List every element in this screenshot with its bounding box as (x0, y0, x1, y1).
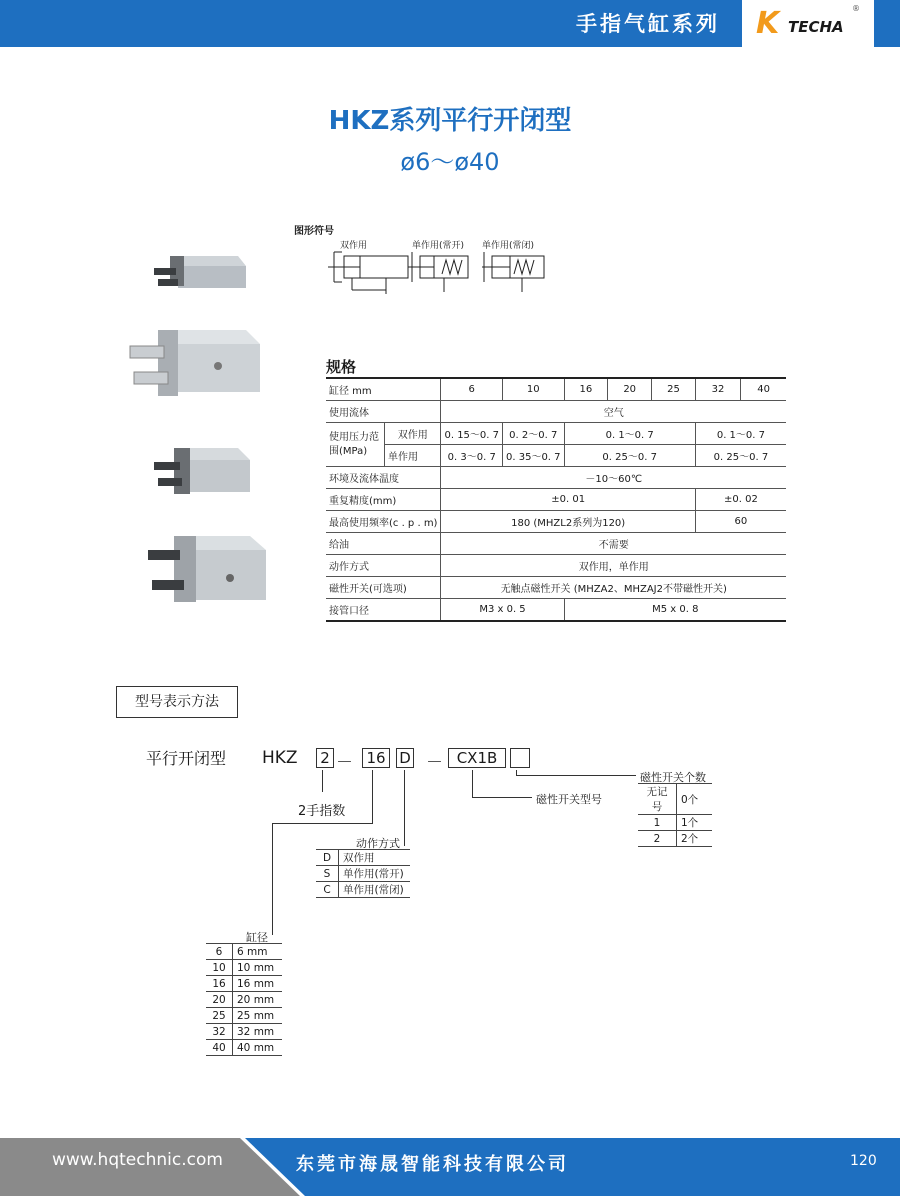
connector-line (472, 770, 473, 798)
model-type-label: 平行开闭型 (146, 749, 227, 768)
series-title: 手指气缸系列 (576, 12, 720, 36)
pneumatic-symbols-diagram (322, 248, 552, 298)
spec-row-lube (326, 533, 786, 555)
pressure-value: 0. 2～0. 7 (503, 423, 565, 445)
spec-heading: 规格 (326, 358, 357, 376)
pressure-value: 0. 25～0. 7 (695, 445, 786, 467)
bore-value: 16 (564, 378, 608, 401)
page-title: HKZ系列平行开闭型 (328, 106, 572, 136)
connector-line (404, 770, 405, 846)
spec-row-switch (326, 577, 786, 599)
footer-url[interactable]: www.hqtechnic.com (52, 1150, 223, 1170)
logo-mark: K (756, 6, 780, 41)
spec-row-freq (326, 511, 786, 533)
action-desc: 单作用(常闭) (339, 882, 411, 898)
code-fingers: 2 (316, 748, 334, 768)
code-dash: － (336, 753, 353, 773)
symbol-double-label: 双作用 (340, 241, 368, 251)
switch-count-desc: 0个 (677, 784, 713, 815)
lube-value: 不需要 (441, 533, 786, 555)
bore-code: 20 (206, 992, 233, 1008)
switch-count-code: 2 (638, 831, 677, 847)
action-table (316, 849, 410, 898)
footer-company: 东莞市海晟智能科技有限公司 (296, 1154, 569, 1175)
product-image-1 (150, 248, 250, 300)
symbols-heading: 图形符号 (294, 226, 334, 237)
switch-count-code: 无记号 (638, 784, 677, 815)
code-bore: 16 (362, 748, 390, 768)
spec-row-port (326, 599, 786, 622)
action-desc: 单作用(常开) (339, 866, 411, 882)
pressure-value: 0. 15～0. 7 (441, 423, 503, 445)
pressure-label: 使用压力范围(MPa) (326, 423, 385, 467)
repeat-value: ±0. 01 (441, 489, 695, 511)
code-switch-type: CX1B (448, 748, 506, 768)
spec-row-temp (326, 467, 786, 489)
action-label: 动作方式 (326, 555, 441, 577)
lube-label: 给油 (326, 533, 441, 555)
bore-code: 40 (206, 1040, 233, 1056)
bore-desc: 32 mm (233, 1024, 283, 1040)
action-value: 双作用，单作用 (441, 555, 786, 577)
action-code: D (316, 850, 339, 866)
pressure-value: 0. 35～0. 7 (503, 445, 565, 467)
bore-code: 16 (206, 976, 233, 992)
repeat-value: ±0. 02 (695, 489, 786, 511)
switch-count-desc: 1个 (677, 815, 713, 831)
spec-row-repeat (326, 489, 786, 511)
switch-label: 磁性开关(可选项) (326, 577, 441, 599)
single-acting-closed-symbol (482, 252, 544, 292)
registered-mark: ® (852, 4, 860, 13)
switch-type-note: 磁性开关型号 (536, 793, 602, 806)
symbol-single-closed-label: 单作用(常闭) (482, 241, 535, 251)
code-dash: － (426, 753, 443, 773)
bore-code: 6 (206, 944, 233, 960)
bore-value: 20 (608, 378, 652, 401)
page-subtitle: ø6～ø40 (400, 148, 500, 176)
bore-desc: 10 mm (233, 960, 283, 976)
bore-value: 40 (741, 378, 786, 401)
switch-count-desc: 2个 (677, 831, 713, 847)
page-number: 120 (850, 1153, 877, 1169)
pressure-value: 0. 1～0. 7 (695, 423, 786, 445)
repeat-label: 重复精度(mm) (326, 489, 441, 511)
spec-row-action (326, 555, 786, 577)
bore-value: 25 (652, 378, 696, 401)
single-acting-open-symbol (410, 252, 468, 292)
action-code: C (316, 882, 339, 898)
bore-code: 32 (206, 1024, 233, 1040)
product-image-3 (150, 440, 260, 500)
pressure-value: 0. 1～0. 7 (564, 423, 695, 445)
bore-code: 25 (206, 1008, 233, 1024)
bore-desc: 20 mm (233, 992, 283, 1008)
temp-value: －10～60℃ (441, 467, 786, 489)
bore-value: 6 (441, 378, 503, 401)
bore-desc: 6 mm (233, 944, 283, 960)
freq-value: 180 (MHZL2系列为120) (441, 511, 695, 533)
port-label: 接管口径 (326, 599, 441, 622)
switch-value: 无触点磁性开关 (MHZA2、MHZAJ2不带磁性开关) (441, 577, 786, 599)
bore-value: 10 (503, 378, 565, 401)
double-label: 双作用 (385, 423, 441, 445)
temp-label: 环境及流体温度 (326, 467, 441, 489)
model-section-heading: 型号表示方法 (116, 686, 238, 718)
switch-count-title: 磁性开关个数 (640, 771, 706, 784)
freq-label: 最高使用频率(c . p . m) (326, 511, 441, 533)
code-switch-count (510, 748, 530, 768)
spec-row-bore (326, 378, 786, 401)
logo-text: TECHA (788, 18, 844, 36)
fluid-value: 空气 (441, 401, 786, 423)
double-acting-symbol (328, 252, 418, 294)
bore-label: 缸径 mm (326, 378, 441, 401)
code-action: D (396, 748, 414, 768)
switch-count-code: 1 (638, 815, 677, 831)
symbol-single-open-label: 单作用(常开) (412, 241, 465, 251)
port-value: M3 x 0. 5 (441, 599, 564, 622)
port-value: M5 x 0. 8 (564, 599, 786, 622)
action-table-title: 动作方式 (356, 837, 400, 850)
spec-row-pressure-double (326, 423, 786, 445)
freq-value: 60 (695, 511, 786, 533)
connector-line (472, 797, 532, 798)
connector-line (272, 823, 273, 935)
connector-line (322, 770, 323, 792)
pressure-value: 0. 3～0. 7 (441, 445, 503, 467)
code-prefix: HKZ (262, 748, 298, 768)
pressure-value: 0. 25～0. 7 (564, 445, 695, 467)
connector-line (372, 770, 373, 824)
action-desc: 双作用 (339, 850, 411, 866)
fingers-note: 2手指数 (298, 804, 346, 819)
bore-table (206, 943, 282, 1056)
product-image-4 (146, 528, 276, 608)
single-label: 单作用 (385, 445, 441, 467)
spec-table (326, 377, 786, 622)
product-image-2 (128, 322, 268, 402)
bore-desc: 25 mm (233, 1008, 283, 1024)
spec-row-pressure-single (326, 445, 786, 467)
bore-table-title: 缸径 (246, 931, 268, 944)
bore-code: 10 (206, 960, 233, 976)
fluid-label: 使用流体 (326, 401, 441, 423)
bore-desc: 16 mm (233, 976, 283, 992)
spec-row-fluid (326, 401, 786, 423)
bore-value: 32 (695, 378, 740, 401)
switch-count-table (638, 783, 712, 847)
header-stripe (874, 0, 900, 47)
bore-desc: 40 mm (233, 1040, 283, 1056)
connector-line (516, 775, 636, 776)
action-code: S (316, 866, 339, 882)
connector-line (272, 823, 373, 824)
